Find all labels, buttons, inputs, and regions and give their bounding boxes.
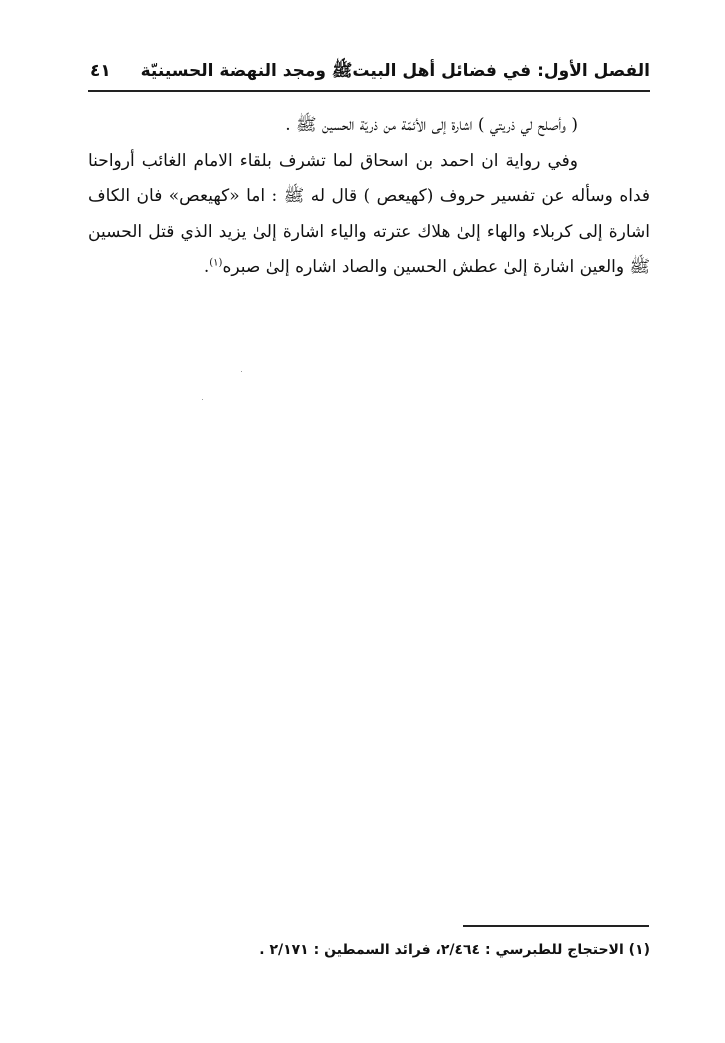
chapter-title: الفصل الأول: في فضائل أهل البيتﷺ ومجد النهضة الحسينيّة: [140, 61, 650, 81]
running-header: [88, 56, 650, 92]
closing-punctuation: .: [203, 257, 210, 277]
scan-speck: [202, 399, 203, 400]
narration-text: وفي رواية ان احمد بن اسحاق لما تشرف بلقاء الامام الغائب أرواحنا فداه وسأله عن تفسير حروف (كهيعص ) قال له ﷺ : اما «كهيعص» فان الكاف اشارة إلى كربلاء والهاء إلىٰ هلاك عترته والياء اشارة إلىٰ يزيد الذي قتل الحسين ﷺ والعين اشارة إلىٰ عطش الحسين والصاد اشاره إلىٰ صبره: [88, 150, 650, 277]
body-text: [88, 108, 650, 286]
scan-speck: [241, 371, 242, 372]
footnote-reference[interactable]: (١): [209, 257, 223, 269]
paragraph-narration: [88, 144, 650, 286]
paragraph-quran-verse: ( وأصلح لي ذريتي ) اشارة إلى الأئمّة من ذريّة الحسين ﷺ .: [285, 115, 578, 135]
page-number: ٤١: [90, 61, 111, 81]
footnote-divider: [463, 925, 649, 927]
footnote: (١) الاحتجاج للطبرسي : ٢/٤٦٤، فرائد السمطين : ٢/١٧١ .: [259, 942, 650, 958]
